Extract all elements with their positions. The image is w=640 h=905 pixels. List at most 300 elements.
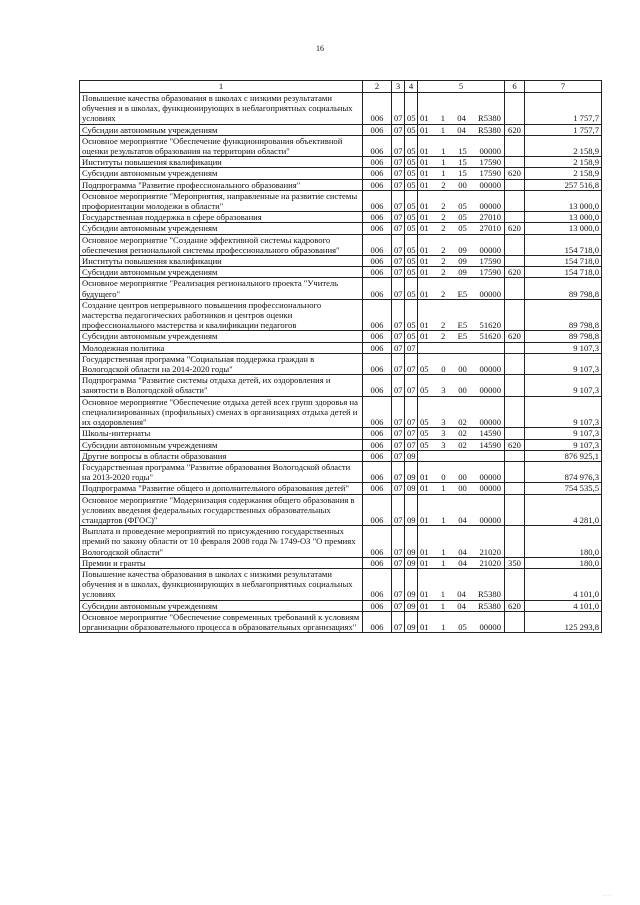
row-pr: 05 (405, 331, 418, 342)
row-vr: 350 (505, 557, 525, 568)
csr-part-1: 01 (420, 483, 429, 494)
csr-part-3: 04 (457, 124, 466, 135)
row-csr (418, 375, 505, 396)
row-csr (418, 483, 505, 494)
table-row (80, 342, 602, 353)
csr-code (418, 201, 504, 211)
row-ved: 006 (363, 256, 392, 267)
row-vr: 620 (505, 439, 525, 450)
table-row (80, 179, 602, 190)
table-row (80, 124, 602, 135)
row-pr: 09 (405, 557, 418, 568)
csr-part-1: 01 (420, 113, 429, 124)
csr-part-2: 1 (440, 589, 446, 600)
csr-part-1: 01 (420, 600, 429, 611)
csr-part-2: 1 (441, 157, 446, 168)
row-ved: 006 (363, 179, 392, 190)
row-csr (418, 353, 505, 374)
row-vr: 620 (505, 331, 525, 342)
csr-part-1: 05 (420, 364, 429, 375)
row-amount: 9 107,3 (525, 396, 602, 428)
table-row (80, 168, 602, 179)
row-vr (505, 342, 525, 353)
csr-part-4: 27010 (479, 223, 501, 234)
table-row (80, 223, 602, 234)
row-csr (418, 611, 505, 632)
csr-code (418, 331, 504, 341)
row-name: Государственная поддержка в сфере образования (80, 212, 363, 223)
row-rz: 07 (392, 93, 405, 125)
csr-code (418, 125, 504, 135)
row-rz: 07 (392, 256, 405, 267)
csr-part-1: 01 (420, 621, 429, 632)
csr-part-1: 01 (420, 223, 429, 234)
row-vr (505, 450, 525, 461)
row-vr: 620 (505, 168, 525, 179)
row-amount: 2 158,9 (525, 168, 602, 179)
csr-part-3: 09 (458, 256, 467, 267)
row-name: Повышение качества образования в школах с низкими результатами обучения и в школах, функционирующих в неблагоприятных социальных условиях (80, 93, 363, 125)
row-name: Институты повышения квалификации (80, 256, 363, 267)
table-row (80, 450, 602, 461)
table-row (80, 526, 602, 558)
row-csr (418, 278, 505, 299)
row-name: Субсидии автономным учреждениям (80, 439, 363, 450)
row-amount: 4 101,0 (525, 600, 602, 611)
row-ved: 006 (363, 461, 392, 482)
row-amount: 13 000,0 (525, 190, 602, 211)
table-row (80, 157, 602, 168)
row-ved: 006 (363, 223, 392, 234)
row-ved: 006 (363, 212, 392, 223)
row-vr (505, 190, 525, 211)
row-pr: 07 (405, 428, 418, 439)
csr-part-4: 00000 (479, 621, 501, 632)
row-csr (418, 494, 505, 526)
row-rz: 07 (392, 278, 405, 299)
csr-code (418, 472, 504, 482)
row-vr (505, 135, 525, 156)
row-amount: 2 158,9 (525, 157, 602, 168)
csr-part-1: 01 (420, 589, 429, 600)
table-row (80, 428, 602, 439)
row-amount: 154 718,0 (525, 234, 602, 255)
csr-part-1: 01 (420, 557, 429, 568)
row-csr (418, 157, 505, 168)
row-name: Основное мероприятие "Модернизация содержания общего образования в условиях введения федеральных государственных образовательных стандартов (ФГОС)" (80, 494, 363, 526)
row-csr (418, 223, 505, 234)
csr-part-4: 17590 (479, 267, 501, 278)
row-amount: 180,0 (525, 526, 602, 558)
table-row (80, 234, 602, 255)
csr-code (418, 622, 504, 632)
row-amount: 2 158,9 (525, 135, 602, 156)
table-header-row (80, 81, 602, 93)
row-csr (418, 342, 505, 353)
row-rz: 07 (392, 168, 405, 179)
csr-part-4: 00000 (479, 472, 501, 483)
csr-part-3: E5 (457, 320, 468, 331)
csr-code (418, 320, 504, 330)
row-pr: 05 (405, 179, 418, 190)
row-rz: 07 (392, 526, 405, 558)
row-name: Другие вопросы в области образования (80, 450, 363, 461)
row-pr: 09 (405, 526, 418, 558)
row-ved: 006 (363, 568, 392, 600)
row-csr (418, 135, 505, 156)
table-row (80, 611, 602, 632)
csr-part-1: 05 (420, 428, 429, 439)
csr-part-3: E5 (457, 331, 468, 342)
row-name: Государственная программа "Социальная поддержка граждан в Вологодской области на 2014-2020 годы" (80, 353, 363, 374)
row-rz: 07 (392, 157, 405, 168)
row-pr: 05 (405, 278, 418, 299)
row-pr: 07 (405, 342, 418, 353)
csr-part-1: 01 (420, 331, 429, 342)
csr-part-2: 1 (441, 168, 446, 179)
csr-part-4: 00000 (479, 244, 501, 255)
row-vr (505, 278, 525, 299)
csr-part-4: 21020 (479, 557, 501, 568)
csr-part-1: 05 (420, 417, 429, 428)
csr-part-2: 2 (441, 256, 446, 267)
row-vr: 620 (505, 124, 525, 135)
csr-part-3: 02 (458, 439, 467, 450)
csr-code (418, 157, 504, 167)
csr-part-3: 15 (458, 157, 467, 168)
row-ved: 006 (363, 439, 392, 450)
row-ved: 006 (363, 124, 392, 135)
row-rz: 07 (392, 212, 405, 223)
table-row (80, 483, 602, 494)
row-rz: 07 (392, 557, 405, 568)
row-csr (418, 461, 505, 482)
row-name: Субсидии автономным учреждениям (80, 600, 363, 611)
csr-part-1: 01 (420, 256, 429, 267)
csr-code (418, 428, 504, 438)
csr-code (418, 245, 504, 255)
csr-code (418, 168, 504, 178)
row-amount: 154 718,0 (525, 256, 602, 267)
row-rz: 07 (392, 190, 405, 211)
csr-part-4: 17590 (479, 157, 501, 168)
row-amount: 9 107,3 (525, 342, 602, 353)
csr-part-2: 1 (441, 546, 446, 557)
csr-part-3: 04 (457, 600, 466, 611)
row-ved: 006 (363, 557, 392, 568)
row-pr: 05 (405, 168, 418, 179)
column-header-1: 1 (80, 81, 363, 93)
table-row (80, 212, 602, 223)
table-row (80, 256, 602, 267)
row-rz: 07 (392, 179, 405, 190)
csr-part-3: 04 (458, 557, 467, 568)
row-ved: 006 (363, 234, 392, 255)
row-csr (418, 600, 505, 611)
csr-part-2: 0 (441, 364, 446, 375)
page-number: 16 (316, 44, 324, 53)
csr-part-3: 15 (458, 146, 467, 157)
row-rz: 07 (392, 353, 405, 374)
row-pr: 05 (405, 223, 418, 234)
row-amount: 876 925,1 (525, 450, 602, 461)
csr-part-3: 00 (458, 364, 467, 375)
row-vr: 620 (505, 600, 525, 611)
row-rz: 07 (392, 396, 405, 428)
csr-part-2: 2 (441, 212, 446, 223)
csr-part-2: 1 (441, 621, 446, 632)
csr-part-4: 14590 (479, 439, 501, 450)
csr-part-4: 00000 (479, 179, 501, 190)
row-ved: 006 (363, 299, 392, 331)
row-rz: 07 (392, 223, 405, 234)
csr-part-2: 2 (440, 331, 446, 342)
csr-part-3: 05 (458, 621, 467, 632)
table-row (80, 568, 602, 600)
csr-part-2: 3 (441, 439, 446, 450)
csr-part-3: 15 (458, 168, 467, 179)
row-name: Основное мероприятие "Обеспечение отдыха детей всех групп здоровья на специализированных (профильных) сменах в организациях отдыха детей и их оздоровления" (80, 396, 363, 428)
csr-part-2: 2 (441, 244, 446, 255)
row-vr (505, 428, 525, 439)
row-vr (505, 526, 525, 558)
csr-part-1: 01 (420, 212, 429, 223)
csr-code (418, 364, 504, 374)
row-vr (505, 256, 525, 267)
row-name: Выплата и проведение мероприятий по присуждению государственных премий по закону области от 10 февраля 2008 года № 1749-ОЗ "О премиях Вологодской области" (80, 526, 363, 558)
row-ved: 006 (363, 135, 392, 156)
row-csr (418, 234, 505, 255)
table-row (80, 461, 602, 482)
table-row (80, 267, 602, 278)
row-vr (505, 494, 525, 526)
row-pr: 09 (405, 600, 418, 611)
csr-part-4: 14590 (479, 428, 501, 439)
csr-part-2: 1 (441, 146, 446, 157)
row-vr (505, 93, 525, 125)
row-ved: 006 (363, 93, 392, 125)
row-pr: 09 (405, 450, 418, 461)
csr-code (418, 256, 504, 266)
csr-part-4: 17590 (479, 256, 501, 267)
row-amount: 13 000,0 (525, 223, 602, 234)
csr-code (418, 547, 504, 557)
csr-part-2: 1 (440, 124, 446, 135)
csr-part-2: 3 (441, 385, 446, 396)
row-ved: 006 (363, 428, 392, 439)
row-pr: 05 (405, 234, 418, 255)
row-pr: 05 (405, 135, 418, 156)
row-pr: 07 (405, 439, 418, 450)
row-amount: 9 107,3 (525, 439, 602, 450)
csr-part-3: E5 (457, 288, 468, 299)
row-amount: 89 798,8 (525, 331, 602, 342)
csr-part-1: 01 (420, 514, 429, 525)
csr-part-3: 05 (458, 201, 467, 212)
row-amount: 154 718,0 (525, 267, 602, 278)
row-name: Создание центров непрерывного повышения профессионального мастерства педагогических работников и центров оценки профессионального мастерства и квалификации педагогов (80, 299, 363, 331)
row-csr (418, 299, 505, 331)
row-csr (418, 179, 505, 190)
row-csr (418, 428, 505, 439)
csr-part-4: R5380 (478, 589, 501, 600)
row-name: Субсидии автономным учреждениям (80, 331, 363, 342)
row-csr (418, 331, 505, 342)
row-amount: 89 798,8 (525, 299, 602, 331)
row-ved: 006 (363, 600, 392, 611)
row-name: Повышение качества образования в школах с низкими результатами обучения и в школах, функционирующих в неблагоприятных социальных условиях (80, 568, 363, 600)
row-vr (505, 212, 525, 223)
row-csr (418, 267, 505, 278)
csr-part-3: 04 (457, 113, 466, 124)
row-pr: 07 (405, 375, 418, 396)
row-rz: 07 (392, 299, 405, 331)
row-ved: 006 (363, 342, 392, 353)
column-header-7: 7 (525, 81, 602, 93)
row-rz: 07 (392, 450, 405, 461)
table-row (80, 600, 602, 611)
table-body (80, 81, 602, 633)
row-amount: 1 757,7 (525, 93, 602, 125)
csr-part-4: 00000 (479, 146, 501, 157)
row-rz: 07 (392, 267, 405, 278)
row-vr (505, 461, 525, 482)
csr-part-1: 01 (420, 244, 429, 255)
row-amount: 9 107,3 (525, 375, 602, 396)
row-pr: 05 (405, 157, 418, 168)
csr-part-4: R5380 (478, 600, 501, 611)
csr-code (418, 558, 504, 568)
csr-part-4: 51620 (479, 320, 501, 331)
csr-code (418, 289, 504, 299)
csr-part-4: R5380 (478, 113, 501, 124)
row-csr (418, 190, 505, 211)
row-ved: 006 (363, 375, 392, 396)
row-name: Основное мероприятие "Мероприятия, направленные на развитие системы профориентации молодежи в области" (80, 190, 363, 211)
csr-part-2: 2 (441, 179, 446, 190)
row-ved: 006 (363, 494, 392, 526)
csr-part-3: 05 (458, 212, 467, 223)
csr-part-4: 00000 (479, 364, 501, 375)
row-pr: 09 (405, 611, 418, 632)
csr-part-4: 00000 (479, 385, 501, 396)
row-csr (418, 124, 505, 135)
row-rz: 07 (392, 568, 405, 600)
csr-part-4: 27010 (479, 212, 501, 223)
row-ved: 006 (363, 396, 392, 428)
table-row (80, 331, 602, 342)
row-rz: 07 (392, 331, 405, 342)
row-rz: 07 (392, 611, 405, 632)
csr-part-2: 1 (441, 483, 446, 494)
row-ved: 006 (363, 267, 392, 278)
csr-part-4: R5380 (478, 124, 501, 135)
table-row (80, 396, 602, 428)
row-amount: 257 516,8 (525, 179, 602, 190)
row-name: Подпрограмма "Развитие общего и дополнительного образования детей" (80, 483, 363, 494)
csr-code (418, 515, 504, 525)
csr-part-3: 09 (458, 267, 467, 278)
table-row (80, 299, 602, 331)
csr-part-2: 1 (441, 514, 446, 525)
csr-part-1: 01 (420, 157, 429, 168)
row-pr: 05 (405, 267, 418, 278)
row-vr (505, 299, 525, 331)
csr-code (418, 212, 504, 222)
row-rz: 07 (392, 483, 405, 494)
csr-part-1: 01 (420, 546, 429, 557)
csr-part-3: 00 (458, 385, 467, 396)
row-ved: 006 (363, 450, 392, 461)
csr-part-4: 17590 (479, 168, 501, 179)
row-vr (505, 179, 525, 190)
row-vr (505, 483, 525, 494)
row-rz: 07 (392, 439, 405, 450)
row-csr (418, 526, 505, 558)
csr-part-3: 05 (458, 223, 467, 234)
row-ved: 006 (363, 157, 392, 168)
row-rz: 07 (392, 124, 405, 135)
row-csr (418, 450, 505, 461)
row-pr: 05 (405, 93, 418, 125)
csr-part-4: 00000 (479, 288, 501, 299)
csr-part-4: 00000 (479, 514, 501, 525)
csr-code (418, 417, 504, 427)
csr-part-1: 01 (420, 320, 429, 331)
row-pr: 07 (405, 353, 418, 374)
csr-part-4: 51620 (479, 331, 501, 342)
csr-code (418, 589, 504, 599)
row-rz: 07 (392, 375, 405, 396)
csr-part-3: 02 (458, 417, 467, 428)
row-pr: 09 (405, 461, 418, 482)
csr-part-1: 01 (420, 288, 429, 299)
row-rz: 07 (392, 428, 405, 439)
row-rz: 07 (392, 234, 405, 255)
csr-code (418, 223, 504, 233)
row-pr: 05 (405, 124, 418, 135)
csr-part-4: 00000 (479, 201, 501, 212)
csr-code (418, 440, 504, 450)
csr-part-2: 1 (440, 113, 446, 124)
row-name: Основное мероприятие "Обеспечение современных требований к условиям организации образовательного процесса в образовательных организациях" (80, 611, 363, 632)
row-ved: 006 (363, 353, 392, 374)
row-rz: 07 (392, 135, 405, 156)
table-row (80, 494, 602, 526)
row-amount: 89 798,8 (525, 278, 602, 299)
row-pr: 07 (405, 396, 418, 428)
csr-part-1: 05 (420, 385, 429, 396)
row-name: Институты повышения квалификации (80, 157, 363, 168)
table-row (80, 353, 602, 374)
csr-part-4: 00000 (479, 417, 501, 428)
row-amount: 754 535,5 (525, 483, 602, 494)
csr-code (418, 483, 504, 493)
csr-part-2: 2 (441, 201, 446, 212)
row-vr (505, 611, 525, 632)
row-csr (418, 396, 505, 428)
row-vr: 620 (505, 267, 525, 278)
row-vr (505, 157, 525, 168)
csr-code (418, 113, 504, 123)
row-vr: 620 (505, 223, 525, 234)
csr-part-1: 01 (420, 267, 429, 278)
row-amount: 874 976,3 (525, 461, 602, 482)
budget-table (79, 80, 602, 633)
row-ved: 006 (363, 526, 392, 558)
row-name: Основное мероприятие "Реализация регионального проекта "Учитель будущего" (80, 278, 363, 299)
table-row (80, 278, 602, 299)
